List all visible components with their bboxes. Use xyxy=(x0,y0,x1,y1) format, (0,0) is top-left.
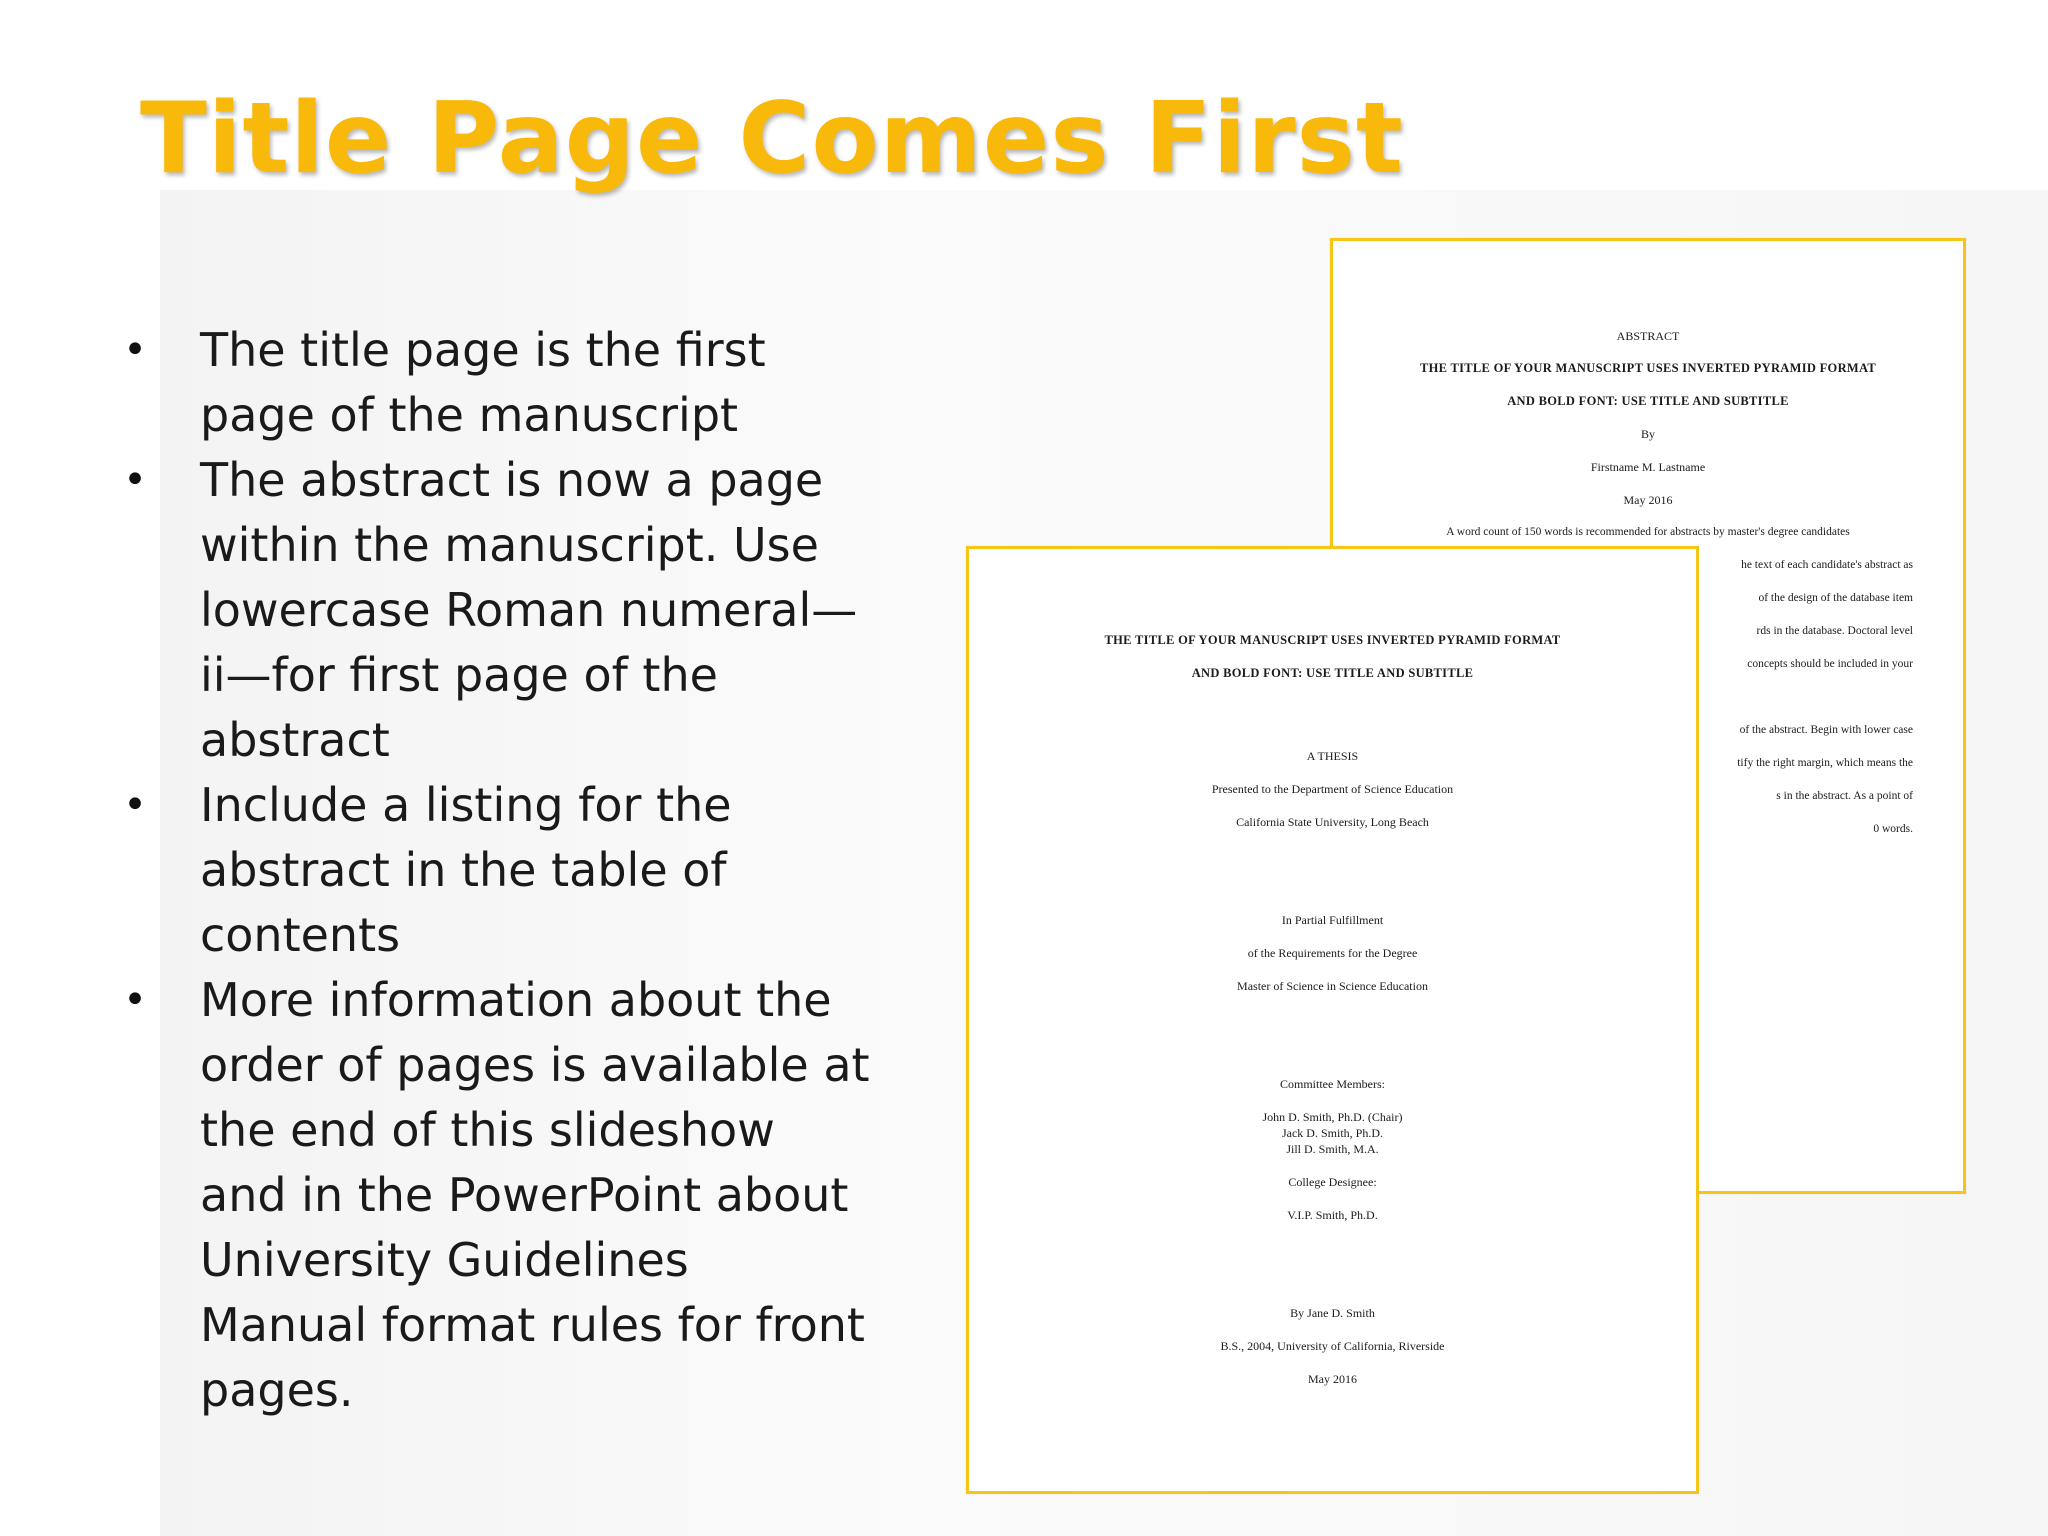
title-page-fulfillment: of the Requirements for the Degree xyxy=(1247,946,1418,960)
abstract-body-line: concepts should be included in your xyxy=(1747,658,1913,670)
title-page-committee-member: Jill D. Smith, M.A. xyxy=(1286,1142,1379,1156)
abstract-body-line: tify the right margin, which means the xyxy=(1737,757,1913,769)
abstract-body-line: he text of each candidate's abstract as xyxy=(1741,559,1913,571)
title-page-committee-member: John D. Smith, Ph.D. (Chair) xyxy=(1262,1110,1403,1124)
bullet-text: More information about the order of pages is available at the end of this slideshow and in the PowerPoint about University Guidelines Manual format rules for front pages. xyxy=(200,973,870,1417)
title-page-fulfillment: In Partial Fulfillment xyxy=(1281,913,1384,927)
abstract-body-line: s in the abstract. As a point of xyxy=(1776,790,1913,802)
abstract-by: By xyxy=(1640,427,1655,441)
title-page-title-line: THE TITLE OF YOUR MANUSCRIPT USES INVERTED PYRAMID FORMAT xyxy=(1104,633,1561,647)
title-page-designee: V.I.P. Smith, Ph.D. xyxy=(1287,1208,1378,1222)
bullet-dot-icon: • xyxy=(123,457,147,503)
abstract-body-line: 0 words. xyxy=(1873,823,1913,835)
title-page-author: By Jane D. Smith xyxy=(1290,1306,1375,1320)
bullet-dot-icon: • xyxy=(123,977,147,1023)
abstract-title-line: THE TITLE OF YOUR MANUSCRIPT USES INVERTED PYRAMID FORMAT xyxy=(1419,361,1877,375)
bullet-list xyxy=(110,318,870,1423)
bullet-item xyxy=(110,968,870,1423)
abstract-author: Firstname M. Lastname xyxy=(1590,460,1706,474)
bullet-dot-icon: • xyxy=(123,327,147,373)
abstract-date: May 2016 xyxy=(1623,493,1673,507)
title-page-doc-type: A THESIS xyxy=(1306,749,1359,763)
bullet-text: The abstract is now a page within the manuscript. Use lowercase Roman numeral—ii—for first page of the abstract xyxy=(200,453,858,767)
title-page-university: California State University, Long Beach xyxy=(1236,815,1429,829)
title-page-image xyxy=(966,546,1699,1494)
bullet-item xyxy=(110,318,870,448)
title-page-presented-to: Presented to the Department of Science Education xyxy=(1211,782,1454,796)
title-page-designee-label: College Designee: xyxy=(1288,1175,1377,1189)
slide-title: Title Page Comes First xyxy=(140,82,1404,196)
abstract-body-line: of the abstract. Begin with lower case xyxy=(1739,724,1913,736)
title-page-committee-label: Committee Members: xyxy=(1280,1077,1385,1091)
bullet-dot-icon: • xyxy=(123,782,147,828)
abstract-title-line: AND BOLD FONT: USE TITLE AND SUBTITLE xyxy=(1507,394,1789,408)
abstract-heading: ABSTRACT xyxy=(1616,329,1680,343)
abstract-body-line: rds in the database. Doctoral level xyxy=(1756,625,1913,637)
bullet-text: The title page is the first page of the manuscript xyxy=(200,323,766,442)
title-page-date: May 2016 xyxy=(1308,1372,1357,1386)
title-page-title-line: AND BOLD FONT: USE TITLE AND SUBTITLE xyxy=(1191,666,1474,680)
abstract-body-line: A word count of 150 words is recommended for abstracts by master's degree candidates xyxy=(1446,526,1850,538)
bullet-item xyxy=(110,773,870,968)
title-page-committee-member: Jack D. Smith, Ph.D. xyxy=(1281,1126,1383,1140)
abstract-body-line: of the design of the database item xyxy=(1758,592,1913,604)
title-page-prior-degree: B.S., 2004, University of California, Riverside xyxy=(1220,1339,1445,1353)
bullet-text: Include a listing for the abstract in the table of contents xyxy=(200,778,732,962)
title-page-degree: Master of Science in Science Education xyxy=(1237,979,1428,993)
bullet-item xyxy=(110,448,870,773)
